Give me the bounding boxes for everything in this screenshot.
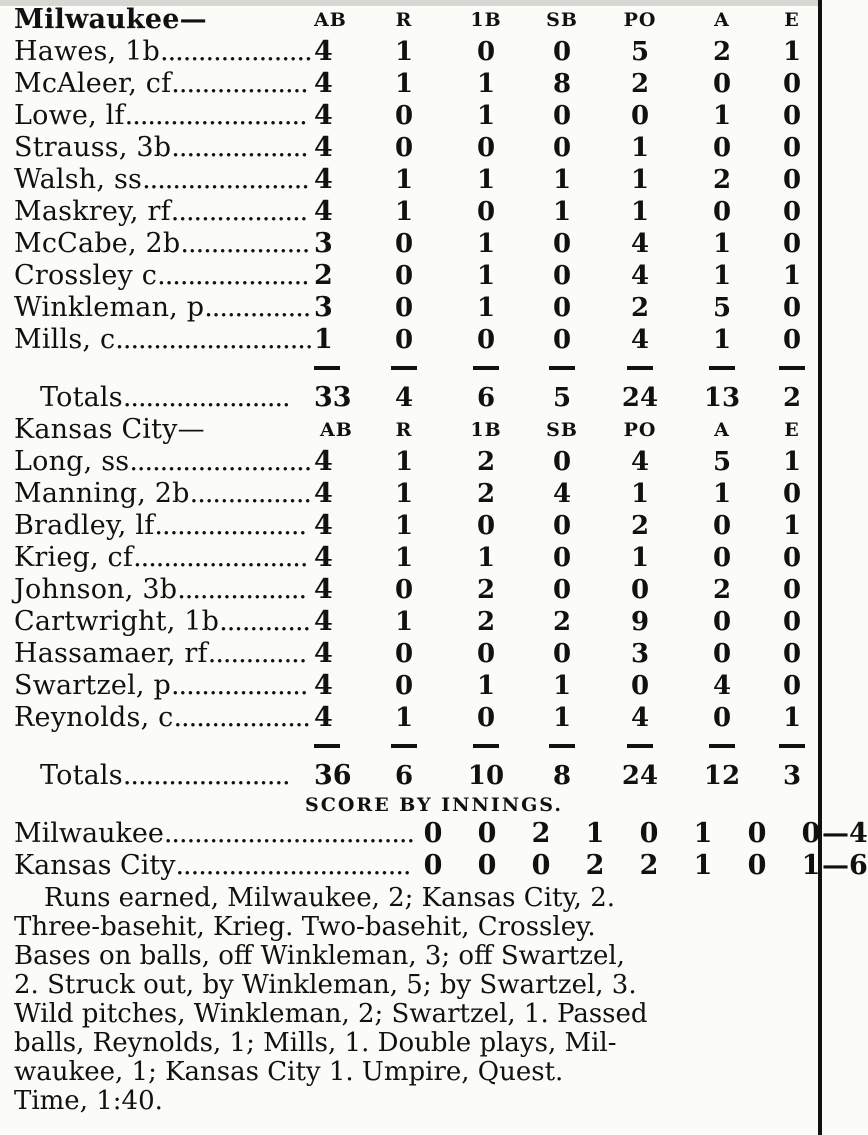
leader-dots: ............................... bbox=[175, 850, 411, 881]
column-rule bbox=[818, 0, 822, 1135]
inning-team-cell bbox=[14, 818, 414, 850]
inning-1-runs: 0 bbox=[423, 818, 443, 849]
inning-3-runs: 0 bbox=[531, 850, 551, 881]
totals-rule bbox=[14, 356, 814, 382]
stat-po: 1 bbox=[630, 543, 650, 573]
stat-sb: 0 bbox=[552, 639, 572, 669]
stat-sb: 0 bbox=[552, 37, 572, 67]
stat-1b: 2 bbox=[476, 607, 496, 637]
player-name: Swartzel, p bbox=[14, 670, 171, 701]
leader-dots: ................. bbox=[180, 228, 310, 259]
table-row bbox=[14, 68, 814, 100]
stat-sb: 0 bbox=[552, 325, 572, 355]
table-row bbox=[14, 510, 814, 542]
inning-5-runs: 2 bbox=[639, 850, 659, 881]
inning-team-cell bbox=[14, 850, 411, 882]
player-name-cell bbox=[14, 68, 308, 100]
col-header-e: E bbox=[784, 419, 800, 441]
stat-r: 0 bbox=[394, 261, 414, 291]
stat-e: 1 bbox=[782, 511, 802, 541]
inning-6-runs: 1 bbox=[693, 818, 713, 849]
box-score bbox=[14, 4, 868, 1116]
stat-a: 0 bbox=[712, 543, 732, 573]
kansas-city-header-row bbox=[14, 414, 814, 446]
stat-a: 2 bbox=[712, 37, 732, 67]
col-header-sb: SB bbox=[546, 9, 578, 31]
stat-e: 0 bbox=[782, 165, 802, 195]
leader-dots: ............ bbox=[219, 606, 311, 637]
stat-sb: 8 bbox=[552, 69, 572, 99]
stat-r: 1 bbox=[394, 479, 414, 509]
stat-sb: 0 bbox=[552, 261, 572, 291]
stat-po: 4 bbox=[630, 261, 650, 291]
table-row bbox=[14, 670, 814, 702]
leader-dots: ................ bbox=[189, 478, 311, 509]
stat-1b: 1 bbox=[476, 671, 496, 701]
stat-1b: 1 bbox=[476, 229, 496, 259]
player-name-cell bbox=[14, 164, 309, 196]
inning-8-runs: 0 bbox=[801, 818, 821, 849]
leader-dots: ...................... bbox=[142, 164, 309, 195]
total-a: 13 bbox=[703, 383, 741, 413]
stat-a: 2 bbox=[712, 165, 732, 195]
summary-line: Time, 1:40. bbox=[14, 1086, 163, 1116]
table-row bbox=[14, 478, 814, 510]
stat-a: 1 bbox=[712, 325, 732, 355]
col-header-1b: 1B bbox=[470, 9, 502, 31]
stat-sb: 0 bbox=[552, 543, 572, 573]
leader-dots: ........................ bbox=[129, 446, 312, 477]
stat-ab: 4 bbox=[314, 638, 333, 669]
stat-1b: 1 bbox=[476, 165, 496, 195]
col-header-ab: AB bbox=[320, 419, 353, 441]
leader-dots: .................... bbox=[157, 260, 309, 291]
totals-label-cell bbox=[40, 760, 290, 792]
summary-line: Bases on balls, off Winkleman, 3; off Swartzel, bbox=[14, 941, 625, 971]
total-r: 6 bbox=[394, 761, 414, 791]
player-name-cell bbox=[14, 228, 309, 260]
leader-dots: ...................... bbox=[122, 382, 290, 413]
stat-r: 0 bbox=[394, 575, 414, 605]
total-r: 4 bbox=[394, 383, 414, 413]
leader-dots: ................................. bbox=[163, 818, 415, 849]
stat-e: 0 bbox=[782, 69, 802, 99]
stat-ab: 4 bbox=[314, 478, 333, 509]
leader-dots: .................... bbox=[154, 510, 307, 541]
stat-po: 4 bbox=[630, 703, 650, 733]
stat-po: 4 bbox=[630, 325, 650, 355]
summary-line: Wild pitches, Winkleman, 2; Swartzel, 1. Passed bbox=[14, 999, 648, 1029]
milwaukee-player-rows bbox=[14, 36, 814, 356]
stat-r: 0 bbox=[394, 133, 414, 163]
player-name-cell bbox=[14, 132, 308, 164]
leader-dots: .................. bbox=[170, 670, 308, 701]
final-score: —6 bbox=[822, 850, 868, 881]
stat-1b: 1 bbox=[476, 293, 496, 323]
stat-r: 1 bbox=[394, 543, 414, 573]
totals-label: Totals bbox=[40, 382, 123, 413]
player-name-cell bbox=[14, 260, 309, 292]
col-header-a: A bbox=[714, 9, 730, 31]
total-sb: 8 bbox=[552, 761, 572, 791]
stat-1b: 0 bbox=[476, 133, 496, 163]
leader-dots: .................... bbox=[160, 36, 312, 67]
stat-po: 1 bbox=[630, 197, 650, 227]
stat-e: 0 bbox=[782, 229, 802, 259]
stat-r: 1 bbox=[394, 511, 414, 541]
player-name-cell bbox=[14, 324, 312, 356]
score-by-innings bbox=[14, 818, 868, 882]
leader-dots: ...................... bbox=[122, 760, 290, 791]
kansas-city-totals-row bbox=[14, 760, 814, 792]
inning-2-runs: 0 bbox=[477, 818, 497, 849]
stat-ab: 4 bbox=[314, 100, 333, 131]
player-name: Walsh, ss bbox=[14, 164, 143, 195]
col-header-ab: AB bbox=[314, 9, 347, 31]
table-row bbox=[14, 606, 814, 638]
inning-score-row bbox=[14, 818, 868, 850]
total-po: 24 bbox=[621, 761, 659, 791]
player-name: Manning, 2b bbox=[14, 478, 190, 509]
player-name-cell bbox=[14, 446, 311, 478]
stat-a: 1 bbox=[712, 479, 732, 509]
total-e: 2 bbox=[782, 383, 802, 413]
stat-e: 0 bbox=[782, 479, 802, 509]
col-header-r: R bbox=[395, 419, 413, 441]
stat-e: 0 bbox=[782, 575, 802, 605]
summary-line: waukee, 1; Kansas City 1. Umpire, Quest. bbox=[14, 1057, 564, 1087]
stat-e: 1 bbox=[782, 703, 802, 733]
stat-a: 0 bbox=[712, 511, 732, 541]
stat-e: 0 bbox=[782, 671, 802, 701]
stat-sb: 2 bbox=[552, 607, 572, 637]
summary-line: balls, Reynolds, 1; Mills, 1. Double plays, Mil- bbox=[14, 1028, 617, 1058]
stat-a: 1 bbox=[712, 101, 732, 131]
stat-po: 1 bbox=[630, 479, 650, 509]
stat-a: 1 bbox=[712, 229, 732, 259]
stat-sb: 0 bbox=[552, 511, 572, 541]
player-name: McCabe, 2b bbox=[14, 228, 181, 259]
player-name-cell bbox=[14, 510, 306, 542]
player-name-cell bbox=[14, 292, 310, 324]
stat-e: 1 bbox=[782, 447, 802, 477]
stat-1b: 1 bbox=[476, 543, 496, 573]
col-header-1b: 1B bbox=[470, 419, 502, 441]
leader-dots: .................. bbox=[171, 132, 308, 163]
inning-8-runs: 1 bbox=[801, 850, 821, 881]
player-name: Mills, c bbox=[14, 324, 116, 355]
stat-ab: 4 bbox=[314, 542, 333, 573]
player-name: Hawes, 1b bbox=[14, 36, 161, 67]
stat-ab: 4 bbox=[314, 606, 333, 637]
inning-team-name: Kansas City bbox=[14, 850, 176, 881]
stat-po: 4 bbox=[630, 447, 650, 477]
stat-ab: 4 bbox=[314, 132, 333, 163]
total-ab: 33 bbox=[314, 382, 352, 413]
player-name: Strauss, 3b bbox=[14, 132, 172, 163]
table-row bbox=[14, 702, 814, 734]
player-name: Johnson, 3b bbox=[14, 574, 178, 605]
stat-1b: 0 bbox=[476, 703, 496, 733]
stat-r: 0 bbox=[394, 229, 414, 259]
stat-po: 4 bbox=[630, 229, 650, 259]
player-name-cell bbox=[14, 702, 310, 734]
stat-e: 0 bbox=[782, 197, 802, 227]
totals-label: Totals bbox=[40, 760, 123, 791]
stat-po: 2 bbox=[630, 293, 650, 323]
player-name: Cartwright, 1b bbox=[14, 606, 220, 637]
stat-ab: 3 bbox=[314, 228, 333, 259]
stat-1b: 1 bbox=[476, 261, 496, 291]
game-summary bbox=[14, 884, 794, 1116]
stat-sb: 1 bbox=[552, 197, 572, 227]
stat-ab: 4 bbox=[314, 196, 333, 227]
player-name-cell bbox=[14, 638, 306, 670]
stat-r: 1 bbox=[394, 607, 414, 637]
stat-e: 0 bbox=[782, 101, 802, 131]
total-e: 3 bbox=[782, 761, 802, 791]
stat-e: 0 bbox=[782, 607, 802, 637]
stat-1b: 0 bbox=[476, 511, 496, 541]
stat-po: 2 bbox=[630, 69, 650, 99]
stat-ab: 4 bbox=[314, 68, 333, 99]
player-name-cell bbox=[14, 606, 310, 638]
inning-7-runs: 0 bbox=[747, 850, 767, 881]
total-sb: 5 bbox=[552, 383, 572, 413]
stat-sb: 0 bbox=[552, 447, 572, 477]
stat-1b: 2 bbox=[476, 447, 496, 477]
leader-dots: .................. bbox=[171, 68, 308, 99]
stat-a: 0 bbox=[712, 607, 732, 637]
stat-sb: 4 bbox=[552, 479, 572, 509]
table-row bbox=[14, 36, 814, 68]
stat-a: 5 bbox=[712, 293, 732, 323]
inning-team-name: Milwaukee bbox=[14, 818, 164, 849]
leader-dots: .................. bbox=[170, 196, 308, 227]
stat-po: 5 bbox=[630, 37, 650, 67]
stat-r: 0 bbox=[394, 101, 414, 131]
player-name: Hassamaer, rf bbox=[14, 638, 208, 669]
table-row bbox=[14, 228, 814, 260]
team-name: Kansas City— bbox=[14, 414, 205, 445]
stat-1b: 2 bbox=[476, 479, 496, 509]
stat-sb: 1 bbox=[552, 165, 572, 195]
stat-ab: 4 bbox=[314, 670, 333, 701]
stat-1b: 2 bbox=[476, 575, 496, 605]
col-header-a: A bbox=[714, 419, 730, 441]
stat-r: 0 bbox=[394, 293, 414, 323]
total-ab: 36 bbox=[314, 760, 352, 791]
player-name-cell bbox=[14, 542, 307, 574]
player-name: Lowe, lf bbox=[14, 100, 125, 131]
table-row bbox=[14, 196, 814, 228]
player-name: Maskrey, rf bbox=[14, 196, 171, 227]
stat-ab: 4 bbox=[314, 164, 333, 195]
stat-ab: 3 bbox=[314, 292, 333, 323]
stat-po: 0 bbox=[630, 671, 650, 701]
player-name: Winkleman, p bbox=[14, 292, 205, 323]
col-header-e: E bbox=[784, 9, 800, 31]
stat-sb: 0 bbox=[552, 229, 572, 259]
leader-dots: .................. bbox=[173, 702, 310, 733]
player-name-cell bbox=[14, 196, 307, 228]
score-by-innings-title: SCORE BY INNINGS. bbox=[305, 794, 563, 816]
stat-po: 0 bbox=[630, 101, 650, 131]
stat-1b: 0 bbox=[476, 197, 496, 227]
table-row bbox=[14, 542, 814, 574]
stat-r: 1 bbox=[394, 69, 414, 99]
inning-7-runs: 0 bbox=[747, 818, 767, 849]
totals-label-cell bbox=[40, 382, 290, 414]
stat-e: 0 bbox=[782, 325, 802, 355]
summary-line: 2. Struck out, by Winkleman, 5; by Swartzel, 3. bbox=[14, 970, 637, 1000]
stat-sb: 0 bbox=[552, 293, 572, 323]
stat-r: 1 bbox=[394, 37, 414, 67]
stat-a: 0 bbox=[712, 197, 732, 227]
player-name-cell bbox=[14, 100, 307, 132]
kansas-city-player-rows bbox=[14, 446, 814, 734]
stat-e: 1 bbox=[782, 37, 802, 67]
player-name: Crossley c bbox=[14, 260, 158, 291]
stat-r: 1 bbox=[394, 165, 414, 195]
player-name: McAleer, cf bbox=[14, 68, 172, 99]
stat-po: 9 bbox=[630, 607, 650, 637]
table-row bbox=[14, 164, 814, 196]
stat-a: 1 bbox=[712, 261, 732, 291]
stat-po: 0 bbox=[630, 575, 650, 605]
stat-ab: 4 bbox=[314, 36, 333, 67]
col-header-po: PO bbox=[623, 419, 657, 441]
stat-sb: 0 bbox=[552, 575, 572, 605]
player-name: Krieg, cf bbox=[14, 542, 134, 573]
inning-2-runs: 0 bbox=[477, 850, 497, 881]
player-name-cell bbox=[14, 670, 307, 702]
table-row bbox=[14, 574, 814, 606]
stat-e: 0 bbox=[782, 133, 802, 163]
summary-line: Runs earned, Milwaukee, 2; Kansas City, 2. bbox=[44, 883, 616, 913]
col-header-r: R bbox=[395, 9, 413, 31]
player-name-cell bbox=[14, 36, 312, 68]
inning-score-row bbox=[14, 850, 868, 882]
col-header-sb: SB bbox=[546, 419, 578, 441]
col-header-po: PO bbox=[623, 9, 657, 31]
stat-ab: 1 bbox=[314, 324, 333, 355]
stat-ab: 4 bbox=[314, 446, 333, 477]
stat-1b: 0 bbox=[476, 325, 496, 355]
stat-sb: 0 bbox=[552, 133, 572, 163]
stat-po: 1 bbox=[630, 165, 650, 195]
player-name-cell bbox=[14, 478, 311, 510]
stat-po: 2 bbox=[630, 511, 650, 541]
stat-e: 0 bbox=[782, 543, 802, 573]
milwaukee-header-row bbox=[14, 4, 814, 36]
leader-dots: ................. bbox=[177, 574, 307, 605]
leader-dots: ........................ bbox=[124, 100, 307, 131]
leader-dots: ............. bbox=[207, 638, 307, 669]
milwaukee-totals-row bbox=[14, 382, 814, 414]
stat-a: 0 bbox=[712, 69, 732, 99]
stat-1b: 1 bbox=[476, 101, 496, 131]
total-po: 24 bbox=[621, 383, 659, 413]
player-name: Bradley, lf bbox=[14, 510, 155, 541]
stat-r: 1 bbox=[394, 447, 414, 477]
inning-5-runs: 0 bbox=[639, 818, 659, 849]
stat-ab: 4 bbox=[314, 510, 333, 541]
stat-ab: 4 bbox=[314, 574, 333, 605]
inning-3-runs: 2 bbox=[531, 818, 551, 849]
inning-1-runs: 0 bbox=[423, 850, 443, 881]
player-name: Reynolds, c bbox=[14, 702, 174, 733]
team-name: Milwaukee— bbox=[14, 4, 207, 35]
stat-a: 5 bbox=[712, 447, 732, 477]
stat-r: 0 bbox=[394, 671, 414, 701]
stat-a: 4 bbox=[712, 671, 732, 701]
stat-r: 1 bbox=[394, 197, 414, 227]
table-row bbox=[14, 260, 814, 292]
stat-a: 0 bbox=[712, 639, 732, 669]
stat-po: 1 bbox=[630, 133, 650, 163]
stat-sb: 1 bbox=[552, 703, 572, 733]
stat-sb: 0 bbox=[552, 101, 572, 131]
stat-ab: 2 bbox=[314, 260, 333, 291]
stat-e: 1 bbox=[782, 261, 802, 291]
table-row bbox=[14, 324, 814, 356]
stat-a: 0 bbox=[712, 703, 732, 733]
player-name: Long, ss bbox=[14, 446, 130, 477]
final-score: —4 bbox=[822, 818, 868, 849]
stat-e: 0 bbox=[782, 293, 802, 323]
stat-r: 1 bbox=[394, 703, 414, 733]
table-row bbox=[14, 292, 814, 324]
inning-6-runs: 1 bbox=[693, 850, 713, 881]
leader-dots: ....................... bbox=[133, 542, 308, 573]
table-row bbox=[14, 100, 814, 132]
stat-1b: 1 bbox=[476, 69, 496, 99]
stat-po: 3 bbox=[630, 639, 650, 669]
table-row bbox=[14, 638, 814, 670]
stat-sb: 1 bbox=[552, 671, 572, 701]
stat-1b: 0 bbox=[476, 37, 496, 67]
table-row bbox=[14, 446, 814, 478]
total-1b: 10 bbox=[467, 761, 505, 791]
stat-a: 2 bbox=[712, 575, 732, 605]
totals-rule bbox=[14, 734, 814, 760]
stat-r: 0 bbox=[394, 325, 414, 355]
inning-4-runs: 1 bbox=[585, 818, 605, 849]
stat-1b: 0 bbox=[476, 639, 496, 669]
stat-e: 0 bbox=[782, 639, 802, 669]
summary-line: Three-basehit, Krieg. Two-basehit, Crossley. bbox=[14, 912, 596, 942]
total-a: 12 bbox=[703, 761, 741, 791]
leader-dots: .......................... bbox=[115, 324, 313, 355]
table-row bbox=[14, 132, 814, 164]
inning-4-runs: 2 bbox=[585, 850, 605, 881]
player-name-cell bbox=[14, 574, 306, 606]
stat-r: 0 bbox=[394, 639, 414, 669]
total-1b: 6 bbox=[476, 383, 496, 413]
stat-ab: 4 bbox=[314, 702, 333, 733]
stat-a: 0 bbox=[712, 133, 732, 163]
leader-dots: .............. bbox=[204, 292, 311, 323]
